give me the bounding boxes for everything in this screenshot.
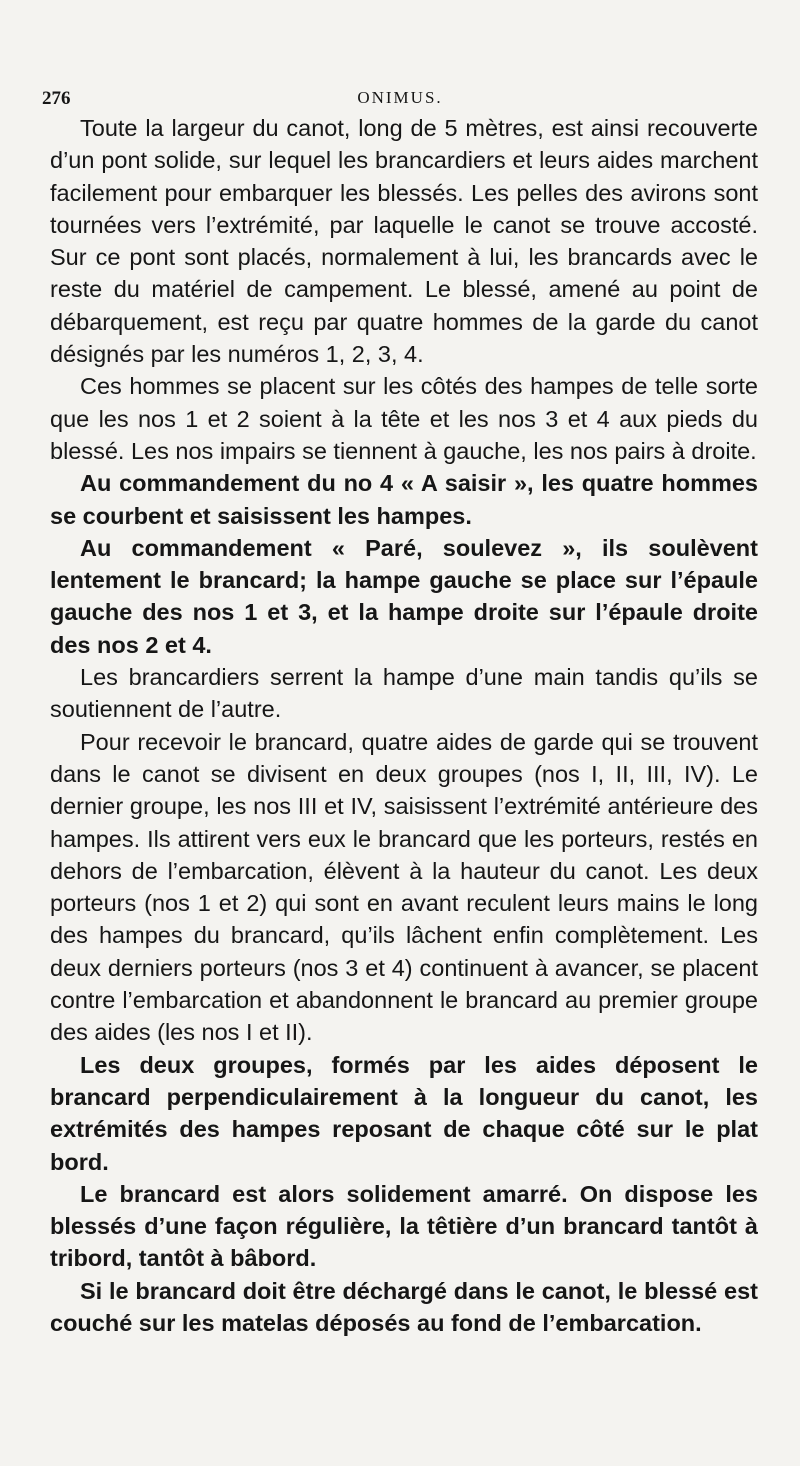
paragraph: Les brancardiers serrent la hampe d’une main tandis qu’ils se soutiennent de l’autre.	[50, 664, 758, 723]
paragraph: Le brancard est alors solidement amarré. On dispose les blessés d’une façon régulière, la têtière d’un brancard tantôt à tribord, tantôt à bâbord.	[50, 1180, 758, 1272]
paragraph: Pour recevoir le brancard, quatre aides de garde qui se trouvent dans le canot se divisent en deux groupes (nos I, II, III, IV). Le dernier groupe, les nos III et IV, saisissent l’extrémité antérieure des hampes. Ils attirent vers eux le brancard que les porteurs, restés en dehors de l’embarcation, élèvent à la hauteur du canot. Les deux porteurs (nos 1 et 2) qui sont en avant reculent leurs mains le long des hampes du brancard, qu’ils lâchent enfin complètement. Les deux derniers porteurs (nos 3 et 4) continuent à avancer, se placent contre l’embarcation et abandonnent le brancard au premier groupe des aides (les nos I et II).	[50, 728, 758, 1046]
body-text	[50, 112, 758, 1339]
paragraph: Au commandement « Paré, soulevez », ils soulèvent lentement le brancard; la hampe gauche se place sur l’épaule gauche des nos 1 et 3, et la hampe droite sur l’épaule droite des nos 2 et 4.	[50, 534, 758, 658]
paragraph: Ces hommes se placent sur les côtés des hampes de telle sorte que les nos 1 et 2 soient à la tête et les nos 3 et 4 aux pieds du blessé. Les nos impairs se tiennent à gauche, les nos pairs à droite.	[50, 373, 758, 464]
paragraph: Toute la largeur du canot, long de 5 mètres, est ainsi recouverte d’un pont solide, sur lequel les brancardiers et leurs aides marchent facilement pour embarquer les blessés. Les pelles des avirons sont tournées vers l’extrémité, par laquelle le canot se trouve accosté. Sur ce pont sont placés, normalement à lui, les brancards avec le reste du matériel de campement. Le blessé, amené au point de débarquement, est reçu par quatre hommes de la garde du canot désignés par les numéros 1, 2, 3, 4.	[50, 115, 758, 368]
page-number: 276	[42, 88, 71, 109]
paragraph: Au commandement du no 4 « A saisir », les quatre hommes se courbent et saisissent les hampes.	[50, 470, 758, 529]
running-title: ONIMUS.	[357, 88, 443, 107]
page-header	[42, 88, 758, 112]
paragraph: Les deux groupes, formés par les aides déposent le brancard perpendiculairement à la longueur du canot, les extrémités des hampes reposant de chaque côté sur le plat bord.	[50, 1051, 758, 1175]
paragraph: Si le brancard doit être déchargé dans le canot, le blessé est couché sur les matelas déposés au fond de l’embarcation.	[50, 1277, 758, 1336]
